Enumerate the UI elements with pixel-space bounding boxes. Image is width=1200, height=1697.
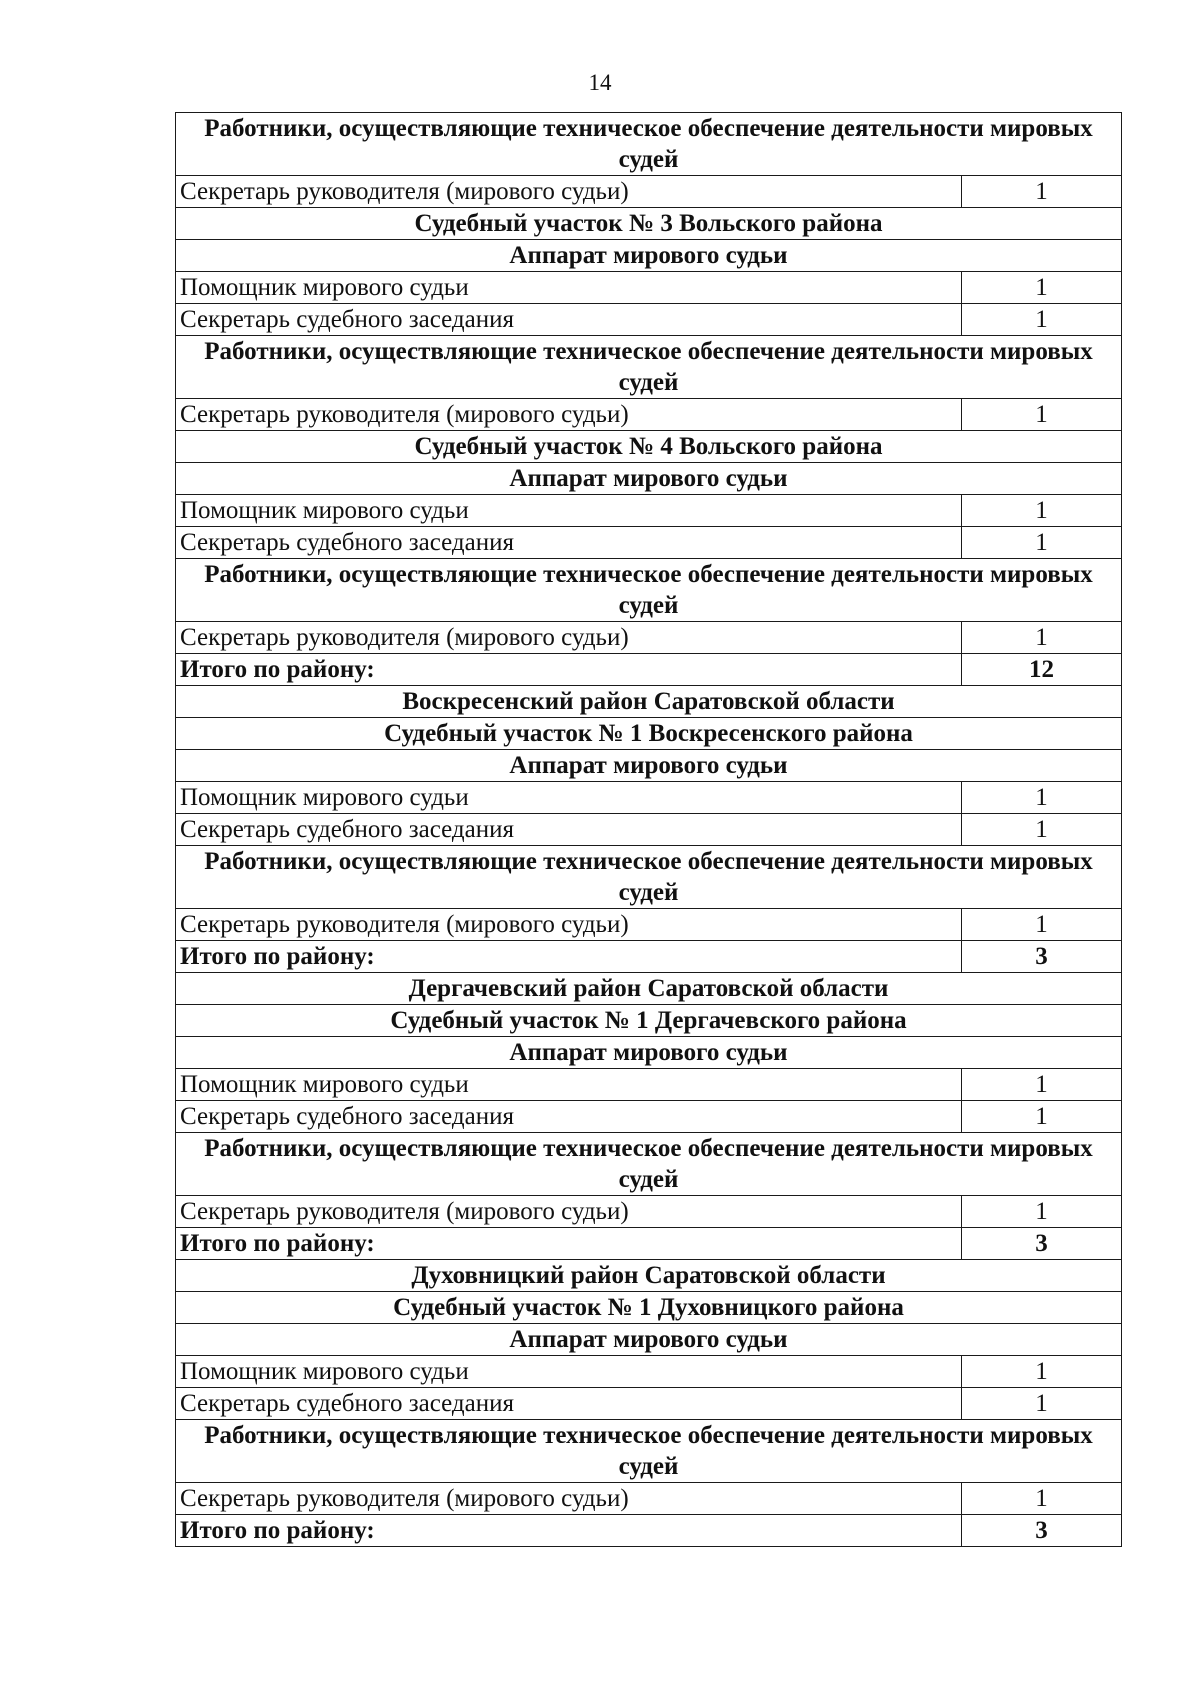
- position-name: Секретарь судебного заседания: [176, 304, 962, 336]
- section-heading: Аппарат мирового судьи: [176, 1037, 1122, 1069]
- position-count: 1: [962, 1483, 1122, 1515]
- section-heading-row: [176, 1292, 1122, 1324]
- position-name: Секретарь руководителя (мирового судьи): [176, 909, 962, 941]
- section-heading-row: [176, 240, 1122, 272]
- section-heading-row: [176, 718, 1122, 750]
- position-count: 1: [962, 272, 1122, 304]
- section-heading-row: [176, 1420, 1122, 1483]
- position-count: 1: [962, 909, 1122, 941]
- position-row: [176, 272, 1122, 304]
- position-count: 1: [962, 1101, 1122, 1133]
- section-heading: Работники, осуществляющие техническое обеспечение деятельности мировых судей: [176, 336, 1122, 399]
- position-name: Секретарь руководителя (мирового судьи): [176, 622, 962, 654]
- section-heading-row: [176, 1324, 1122, 1356]
- position-row: [176, 1388, 1122, 1420]
- position-name: Помощник мирового судьи: [176, 782, 962, 814]
- section-heading-row: [176, 846, 1122, 909]
- total-row: [176, 941, 1122, 973]
- total-row: [176, 1228, 1122, 1260]
- position-name: Секретарь руководителя (мирового судьи): [176, 1196, 962, 1228]
- position-count: 1: [962, 304, 1122, 336]
- section-heading-row: [176, 1133, 1122, 1196]
- position-name: Секретарь судебного заседания: [176, 1388, 962, 1420]
- position-name: Секретарь судебного заседания: [176, 1101, 962, 1133]
- section-heading: Воскресенский район Саратовской области: [176, 686, 1122, 718]
- position-row: [176, 1356, 1122, 1388]
- section-heading: Работники, осуществляющие техническое обеспечение деятельности мировых судей: [176, 113, 1122, 176]
- position-row: [176, 495, 1122, 527]
- section-heading: Аппарат мирового судьи: [176, 240, 1122, 272]
- section-heading: Работники, осуществляющие техническое обеспечение деятельности мировых судей: [176, 1420, 1122, 1483]
- position-count: 1: [962, 495, 1122, 527]
- position-row: [176, 304, 1122, 336]
- section-heading-row: [176, 973, 1122, 1005]
- section-heading-row: [176, 463, 1122, 495]
- section-heading-row: [176, 750, 1122, 782]
- section-heading-row: [176, 559, 1122, 622]
- position-name: Секретарь руководителя (мирового судьи): [176, 176, 962, 208]
- total-row: [176, 654, 1122, 686]
- total-label: Итого по району:: [176, 941, 962, 973]
- section-heading: Судебный участок № 3 Вольского района: [176, 208, 1122, 240]
- total-label: Итого по району:: [176, 1515, 962, 1547]
- total-label: Итого по району:: [176, 654, 962, 686]
- position-count: 1: [962, 176, 1122, 208]
- position-count: 1: [962, 622, 1122, 654]
- section-heading-row: [176, 1260, 1122, 1292]
- position-row: [176, 1069, 1122, 1101]
- position-name: Помощник мирового судьи: [176, 495, 962, 527]
- position-count: 1: [962, 1196, 1122, 1228]
- position-count: 1: [962, 1356, 1122, 1388]
- section-heading-row: [176, 686, 1122, 718]
- section-heading: Судебный участок № 1 Воскресенского района: [176, 718, 1122, 750]
- position-count: 1: [962, 527, 1122, 559]
- position-count: 1: [962, 814, 1122, 846]
- position-row: [176, 1483, 1122, 1515]
- section-heading: Работники, осуществляющие техническое обеспечение деятельности мировых судей: [176, 846, 1122, 909]
- position-row: [176, 814, 1122, 846]
- position-row: [176, 909, 1122, 941]
- page-number: 14: [588, 70, 612, 95]
- position-name: Секретарь судебного заседания: [176, 527, 962, 559]
- position-count: 1: [962, 1388, 1122, 1420]
- staff-table-body: [176, 113, 1122, 1547]
- section-heading-row: [176, 1005, 1122, 1037]
- position-name: Помощник мирового судьи: [176, 1069, 962, 1101]
- total-label: Итого по району:: [176, 1228, 962, 1260]
- staff-table: [175, 112, 1122, 1547]
- total-count: 3: [962, 1228, 1122, 1260]
- section-heading-row: [176, 208, 1122, 240]
- section-heading: Дергачевский район Саратовской области: [176, 973, 1122, 1005]
- section-heading: Работники, осуществляющие техническое обеспечение деятельности мировых судей: [176, 559, 1122, 622]
- total-count: 3: [962, 1515, 1122, 1547]
- position-row: [176, 622, 1122, 654]
- section-heading-row: [176, 431, 1122, 463]
- position-row: [176, 399, 1122, 431]
- position-name: Секретарь судебного заседания: [176, 814, 962, 846]
- position-row: [176, 176, 1122, 208]
- total-row: [176, 1515, 1122, 1547]
- section-heading: Судебный участок № 4 Вольского района: [176, 431, 1122, 463]
- position-row: [176, 1196, 1122, 1228]
- section-heading: Судебный участок № 1 Духовницкого района: [176, 1292, 1122, 1324]
- section-heading-row: [176, 1037, 1122, 1069]
- section-heading: Судебный участок № 1 Дергачевского района: [176, 1005, 1122, 1037]
- position-row: [176, 1101, 1122, 1133]
- position-count: 1: [962, 1069, 1122, 1101]
- total-count: 12: [962, 654, 1122, 686]
- section-heading: Аппарат мирового судьи: [176, 750, 1122, 782]
- position-row: [176, 527, 1122, 559]
- section-heading: Аппарат мирового судьи: [176, 1324, 1122, 1356]
- position-name: Помощник мирового судьи: [176, 1356, 962, 1388]
- position-name: Секретарь руководителя (мирового судьи): [176, 399, 962, 431]
- position-name: Помощник мирового судьи: [176, 272, 962, 304]
- total-count: 3: [962, 941, 1122, 973]
- section-heading-row: [176, 113, 1122, 176]
- position-row: [176, 782, 1122, 814]
- position-count: 1: [962, 782, 1122, 814]
- position-name: Секретарь руководителя (мирового судьи): [176, 1483, 962, 1515]
- section-heading: Аппарат мирового судьи: [176, 463, 1122, 495]
- section-heading: Работники, осуществляющие техническое обеспечение деятельности мировых судей: [176, 1133, 1122, 1196]
- section-heading: Духовницкий район Саратовской области: [176, 1260, 1122, 1292]
- section-heading-row: [176, 336, 1122, 399]
- position-count: 1: [962, 399, 1122, 431]
